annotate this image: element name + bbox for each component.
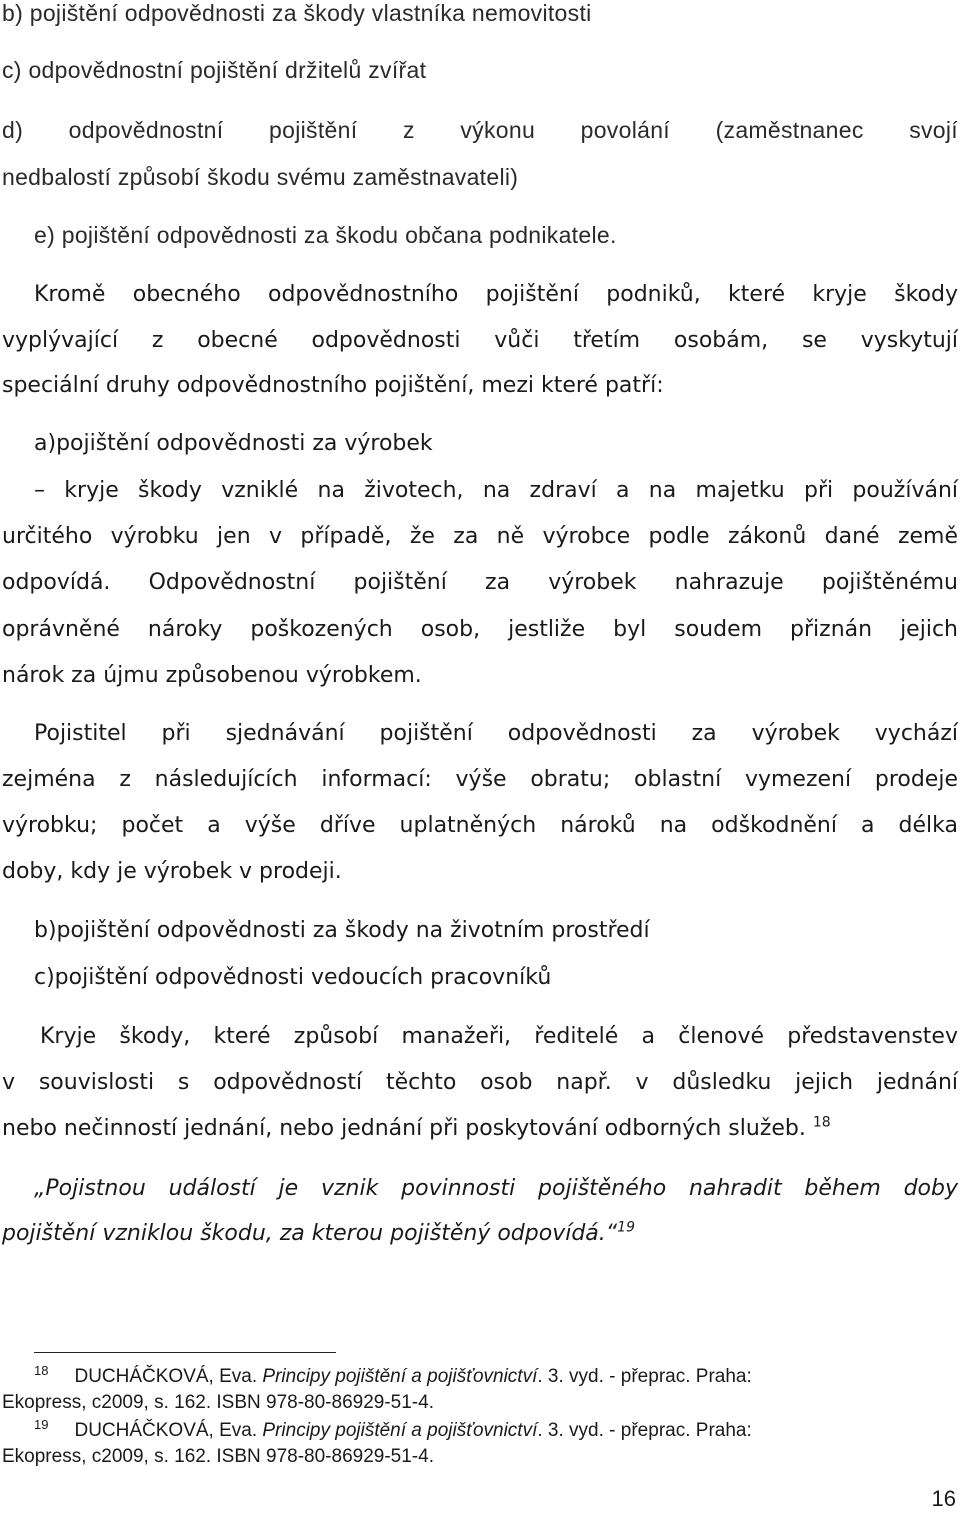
footnote-title: Principy pojištění a pojišťovnictví (262, 1366, 538, 1387)
page-number: 16 (931, 1486, 956, 1511)
footnote-title: Principy pojištění a pojišťovnictví (262, 1420, 538, 1441)
quote-line (2, 1221, 958, 1246)
quote-line: „Pojistnou událostí je vznik povinnosti pojištěného nahradit během doby (34, 1176, 958, 1201)
footnote-ref-19: 19 (617, 1219, 635, 1236)
footnote-18-cont: Ekopress, c2009, s. 162. ISBN 978-80-86929-51-4. (2, 1392, 434, 1413)
footnote-number: 19 (34, 1416, 49, 1432)
paragraph-line: speciální druhy odpovědnostního pojištění, mezi které patří: (2, 373, 664, 398)
paragraph-line: v souvislosti s odpovědností těchto osob např. v důsledku jejich jednání (2, 1070, 958, 1095)
paragraph-line: vyplývající z obecné odpovědnosti vůči třetím osobám, se vyskytují (2, 328, 958, 353)
paragraph-text: nebo nečinností jednání, nebo jednání při poskytování odborných služeb. (2, 1116, 806, 1141)
list-item-b: b) pojištění odpovědnosti za škody vlastníka nemovitosti (2, 0, 592, 26)
footnote-rest: . 3. vyd. - přeprac. Praha: (537, 1366, 752, 1387)
subheading-environment-liability: b)pojištění odpovědnosti za škody na životním prostředí (34, 918, 650, 943)
footnote-18 (2, 1362, 958, 1388)
paragraph-line: zejména z následujících informací: výše obratu; oblastní vymezení prodeje (2, 767, 958, 792)
footnote-author: DUCHÁČKOVÁ, Eva. (74, 1420, 258, 1441)
paragraph-line: nárok za újmu způsobenou výrobkem. (2, 663, 422, 688)
paragraph-line: – kryje škody vzniklé na životech, na zdraví a na majetku při používání (34, 478, 958, 503)
subheading-managers-liability: c)pojištění odpovědnosti vedoucích pracovníků (34, 965, 552, 990)
paragraph-line: Kryje škody, které způsobí manažeři, ředitelé a členové představenstev (40, 1024, 958, 1049)
footnote-separator (34, 1352, 336, 1353)
paragraph-line: Pojistitel při sjednávání pojištění odpovědnosti za výrobek vychází (34, 721, 958, 746)
paragraph-line: Kromě obecného odpovědnostního pojištění podniků, které kryje škody (34, 282, 958, 307)
quote-text: pojištění vzniklou škodu, za kterou pojištěný odpovídá.“ (2, 1221, 618, 1246)
footnote-19-cont: Ekopress, c2009, s. 162. ISBN 978-80-86929-51-4. (2, 1446, 434, 1467)
paragraph-line: odpovídá. Odpovědnostní pojištění za výrobek nahrazuje pojištěnému (2, 570, 958, 595)
paragraph-line (2, 1116, 958, 1141)
footnote-number: 18 (34, 1362, 49, 1378)
list-item-e: e) pojištění odpovědnosti za škodu občana podnikatele. (34, 222, 617, 248)
footnote-19 (2, 1416, 958, 1442)
footnote-ref-18: 18 (812, 1114, 831, 1131)
list-item-d: d) odpovědnostní pojištění z výkonu povolání (zaměstnanec svojí (2, 117, 958, 143)
footnote-rest: . 3. vyd. - přeprac. Praha: (537, 1420, 752, 1441)
list-item-d-cont: nedbalostí způsobí škodu svému zaměstnavateli) (2, 164, 519, 190)
paragraph-line: doby, kdy je výrobek v prodeji. (2, 859, 342, 884)
subheading-product-liability: a)pojištění odpovědnosti za výrobek (34, 431, 433, 456)
footnote-author: DUCHÁČKOVÁ, Eva. (74, 1366, 258, 1387)
paragraph-line: oprávněné nároky poškozených osob, jestliže byl soudem přiznán jejich (2, 617, 958, 642)
paragraph-line: určitého výrobku jen v případě, že za ně výrobce podle zákonů dané země (2, 524, 958, 549)
paragraph-line: výrobku; počet a výše dříve uplatněných nároků na odškodnění a délka (2, 813, 958, 838)
list-item-c: c) odpovědnostní pojištění držitelů zvířat (2, 57, 427, 83)
